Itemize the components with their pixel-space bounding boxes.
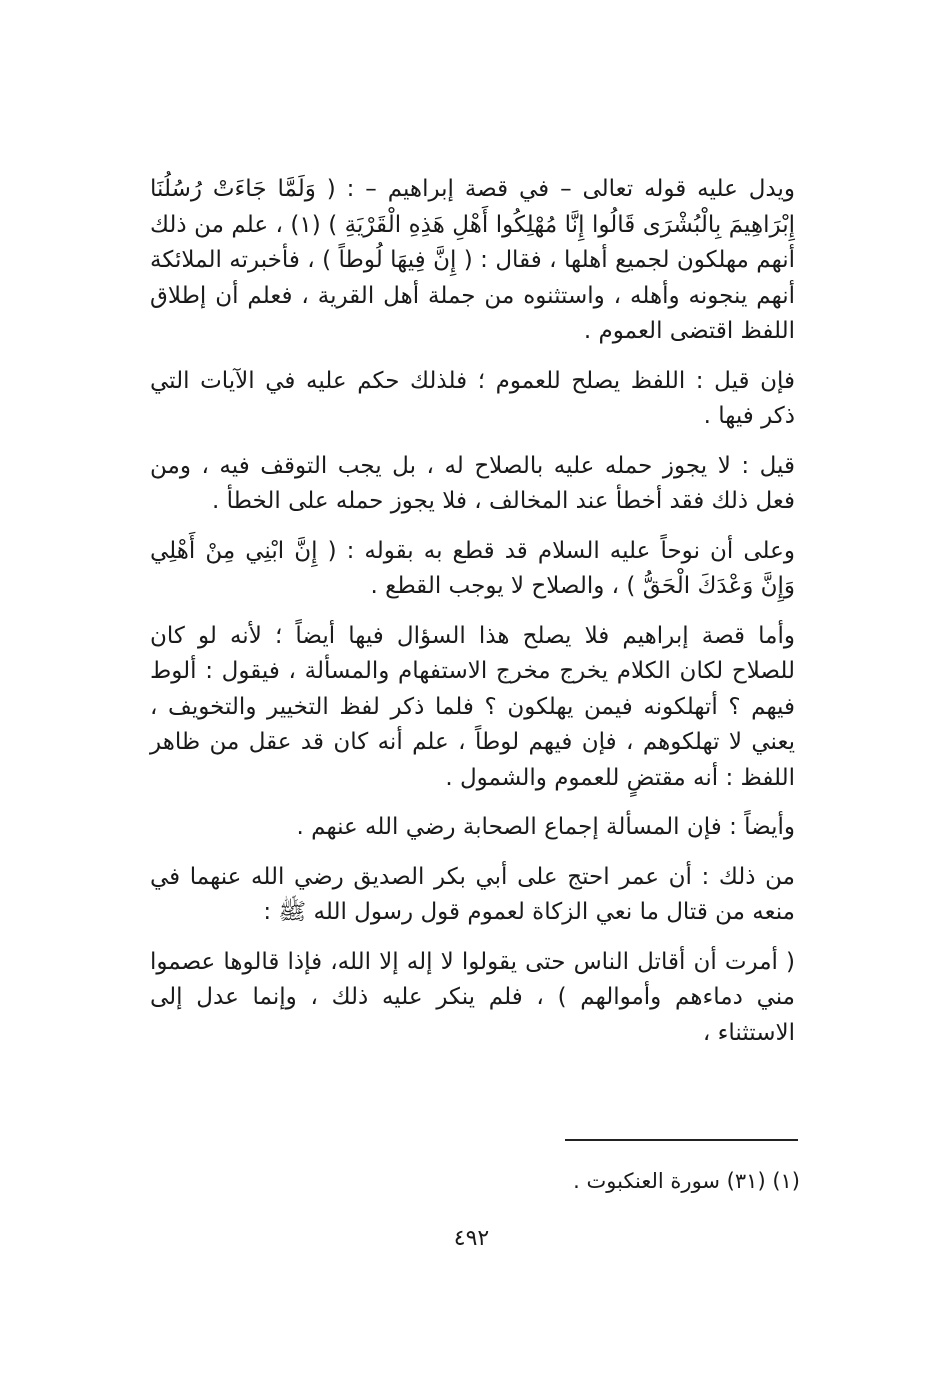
paragraph-7: من ذلك : أن عمر احتج على أبي بكر الصديق رضي الله عنهما في منعه من قتال ما نعي الزكاة لعموم قول رسول الله ﷺ :	[150, 863, 795, 925]
paragraph-4: وعلى أن نوحاً عليه السلام قد قطع به بقوله : ( إِنَّ ابْنِي مِنْ أَهْلِي وَإِنَّ وَعْدَكَ الْحَقُّ ) ، والصلاح لا يوجب القطع .	[150, 537, 795, 599]
paragraph-5: وأما قصة إبراهيم فلا يصلح هذا السؤال فيها أيضاً ؛ لأنه لو كان للصلاح لكان الكلام يخرج مخرج الاستفهام والمسألة ، فيقول : ألوط فيهم ؟ أتهلكونه فيمن يهلكون ؟ فلما ذكر لفظ التخيير والتخويف ، يعني لا تهلكوهم ، فإن فيهم لوطاً ، علم أنه كان قد عقل من ظاهر اللفظ : أنه مقتضٍ للعموم والشمول .	[150, 622, 795, 791]
page-number: ٤٩٢	[453, 1226, 490, 1251]
footnote: (١) (٣١) سورة العنكبوت .	[573, 1169, 800, 1193]
footnote-divider	[565, 1139, 798, 1141]
paragraph-2: فإن قيل : اللفظ يصلح للعموم ؛ فلذلك حكم عليه في الآيات التي ذكر فيها .	[150, 367, 795, 429]
paragraph-3: قيل : لا يجوز حمله عليه بالصلاح له ، بل يجب التوقف فيه ، ومن فعل ذلك فقد أخطأ عند المخالف ، فلا يجوز حمله على الخطأ .	[150, 452, 795, 514]
paragraph-1: ويدل عليه قوله تعالى – في قصة إبراهيم – : ( وَلَمَّا جَاءَتْ رُسُلُنَا إِبْرَاهِيمَ بِالْبُشْرَى قَالُوا إِنَّا مُهْلِكُوا أَهْلِ هَذِهِ الْقَرْيَةِ ) (١) ، علم من ذلك أنهم مهلكون لجميع أهلها ، فقال : ( إِنَّ فِيهَا لُوطاً ) ، فأخبرته الملائكة أنهم ينجونه وأهله ، واستثنوه من جملة أهل القرية ، فعلم أن إطلاق اللفظ اقتضى العموم .	[150, 176, 795, 344]
paragraph-8: ( أمرت أن أقاتل الناس حتى يقولوا لا إله إلا الله، فإذا قالوها عصموا مني دماءهم وأموالهم ) ، فلم ينكر عليه ذلك ، وإنما عدل إلى الاستثناء ،	[150, 948, 795, 1046]
paragraph-6: وأيضاً : فإن المسألة إجماع الصحابة رضي الله عنهم .	[296, 814, 795, 840]
main-text	[150, 172, 795, 1065]
